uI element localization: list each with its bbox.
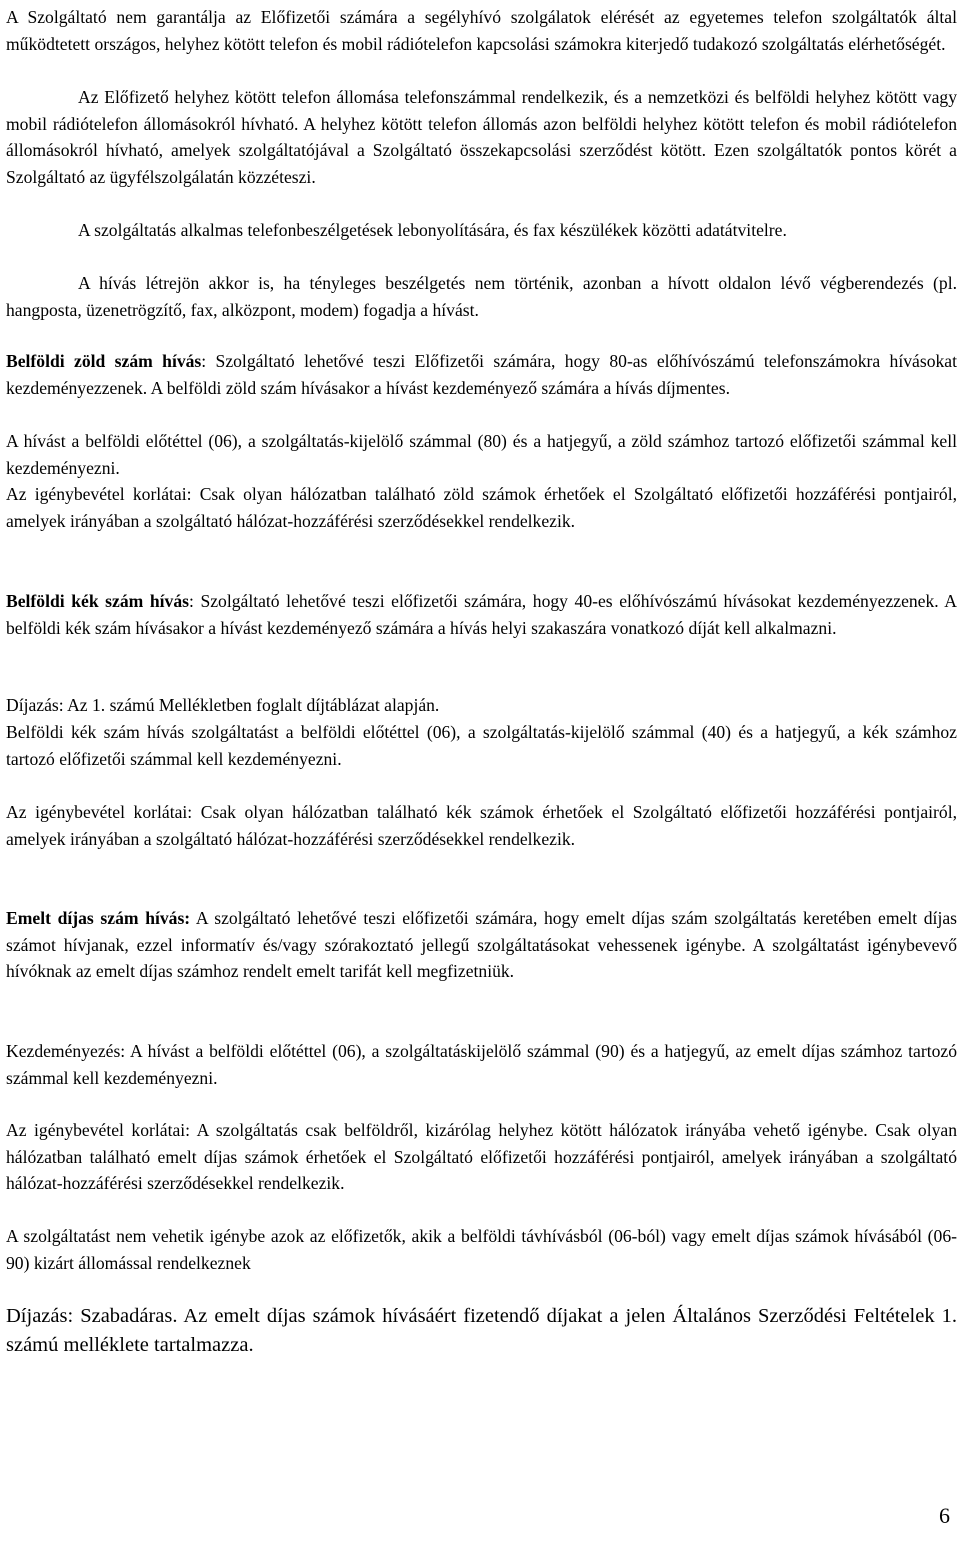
blue-number-heading: Belföldi kék szám hívás	[6, 591, 189, 611]
page-number: 6	[939, 1503, 950, 1528]
premium-number-heading: Emelt díjas szám hívás:	[6, 908, 191, 928]
paragraph-emergency-services: A Szolgáltató nem garantálja az Előfizetői számára a segélyhívó szolgálatok elérését az egyetemes telefon szolgáltatók által működtetett országos, helyhez kötött telefon és mobil rádiótelefon kapcsolási számokra kiterjedő tudakozó szolgáltatás elérhetőségét.	[6, 7, 957, 54]
paragraph-blue-number: Belföldi kék szám hívás: Szolgáltató lehetővé teszi előfizetői számára, hogy 40-es előhívószámú hívásokat kezdeményezzenek. A belföldi kék szám hívásakor a hívást kezdeményező számára a hívás helyi szakaszára vonatkozó díját kell alkalmazni.	[6, 591, 957, 638]
green-number-heading: Belföldi zöld szám hívás	[6, 351, 202, 371]
paragraph-green-number-limits: Az igénybevétel korlátai: Csak olyan hálózatban található zöld számok érhetőek el Szolgáltató előfizetői hozzáférési pontjairól, amelyek irányában a szolgáltató hálózat-hozzáférési szerződésekkel rendelkezik.	[6, 484, 957, 531]
paragraph-premium-number-dialing: Kezdeményezés: A hívást a belföldi előtéttel (06), a szolgáltatáskijelölő számmal (90) és a hatjegyű, az emelt díjas számhoz tartozó számmal kell kezdeményezni.	[6, 1041, 957, 1088]
paragraph-green-number-dialing: A hívást a belföldi előtéttel (06), a szolgáltatás-kijelölő számmal (80) és a hatjegyű, a zöld számhoz tartozó előfizetői számmal kell kezdeményezni.	[6, 431, 957, 478]
paragraph-blue-number-limits: Az igénybevétel korlátai: Csak olyan hálózatban található kék számok érhetőek el Szolgáltató előfizetői hozzáférési pontjairól, amelyek irányában a szolgáltató hálózat-hozzáférési szerződésekkel rendelkezik.	[6, 802, 957, 849]
paragraph-green-number: Belföldi zöld szám hívás: Szolgáltató lehetővé teszi Előfizetői számára, hogy 80-as előhívószámú telefonszámokra hívásokat kezdeményezzenek. A belföldi zöld szám hívásakor a hívást kezdeményező számára a hívás díjmentes.	[6, 351, 957, 398]
paragraph-premium-number-exclusion: A szolgáltatást nem vehetik igénybe azok az előfizetők, akik a belföldi távhívásból (06-ból) vagy emelt díjas számok hívásából (06-90) kizárt állomással rendelkeznek	[6, 1226, 957, 1273]
paragraph-premium-number: Emelt díjas szám hívás: A szolgáltató lehetővé teszi előfizetői számára, hogy emelt díjas szám szolgáltatás keretében emelt díjas számot hívjanak, ezzel informatív és/vagy szórakoztató jellegű szolgáltatásokat vehessenek igénybe. A szolgáltatást igénybevevő hívóknak az emelt díjas számhoz rendelt emelt tarifát kell megfizetniük.	[6, 908, 957, 981]
paragraph-blue-number-pricing: Díjazás: Az 1. számú Mellékletben foglalt díjtáblázat alapján.	[6, 695, 440, 715]
paragraph-call-establishment: A hívás létrejön akkor is, ha tényleges beszélgetés nem történik, azonban a hívott oldalon lévő végberendezés (pl. hangposta, üzenetrögzítő, fax, alközpont, modem) fogadja a hívást.	[6, 273, 957, 320]
paragraph-premium-number-limits: Az igénybevétel korlátai: A szolgáltatás csak belföldről, kizárólag helyhez kötött hálózatok irányába vehető igénybe. Csak olyan hálózatban található emelt díjas számok érhetőek el Szolgáltató előfizetői hozzáférési pontjairól, amelyek irányában a szolgáltató hálózat-hozzáférési szerződésekkel rendelkezik.	[6, 1120, 957, 1193]
paragraph-subscriber-station: Az Előfizető helyhez kötött telefon állomása telefonszámmal rendelkezik, és a nemzetközi és belföldi helyhez kötött vagy mobil rádiótelefon állomásokról hívható. A helyhez kötött telefon állomás azon belföldi helyhez kötött telefon és mobil rádiótelefon állomásokról hívható, amelyek szolgáltatójával a Szolgáltató összekapcsolási szerződést kötött. Ezen szolgáltatók pontos körét a Szolgáltató az ügyfélszolgálatán közzéteszi.	[6, 87, 957, 187]
paragraph-blue-number-dialing: Belföldi kék szám hívás szolgáltatást a belföldi előtéttel (06), a szolgáltatás-kijelölő számmal (40) és a hatjegyű, a kék számhoz tartozó előfizetői számmal kell kezdeményezni.	[6, 722, 957, 769]
paragraph-service-suitability: A szolgáltatás alkalmas telefonbeszélgetések lebonyolítására, és fax készülékek közötti adatátvitelre.	[78, 220, 787, 240]
paragraph-premium-number-pricing: Díjazás: Szabadáras. Az emelt díjas számok hívásáért fizetendő díjakat a jelen Általános Szerződési Feltételek 1. számú melléklete tartalmazza.	[6, 1305, 957, 1356]
